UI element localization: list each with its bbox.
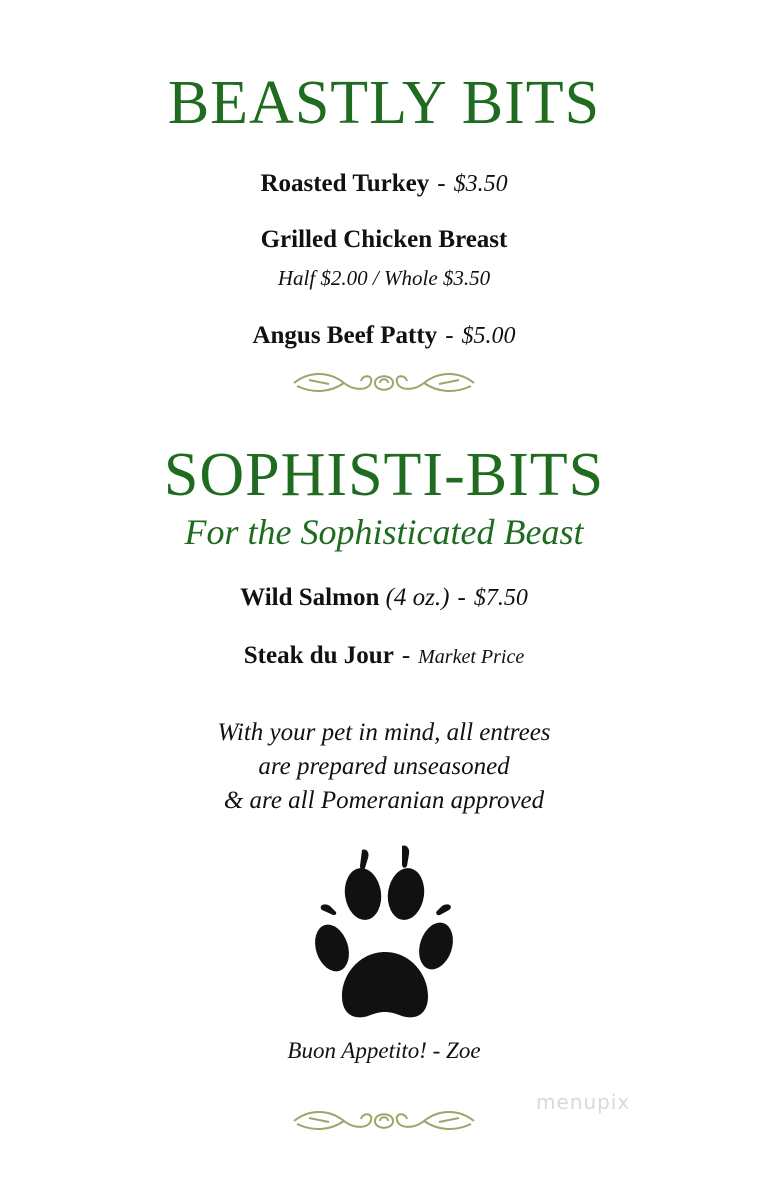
item-size: (4 oz.): [385, 584, 450, 611]
menu-item-roasted-turkey: [0, 168, 768, 200]
item-separator: -: [457, 584, 466, 611]
item-name: Steak du Jour: [243, 642, 394, 669]
paw-print-icon: [310, 844, 460, 1024]
sophisti-bits-subtitle: For the Sophisticated Beast: [184, 512, 584, 552]
item-name: Wild Salmon: [240, 584, 380, 611]
note-line: With your pet in mind, all entrees: [217, 719, 551, 746]
menu-item-angus-beef: [0, 320, 768, 352]
note-line: are prepared unseasoned: [258, 753, 510, 780]
item-name: Roasted Turkey: [260, 170, 430, 197]
watermark: menupix: [536, 1090, 631, 1114]
flourish-icon: [0, 1106, 768, 1136]
menu-item-grilled-chicken: [0, 224, 768, 256]
item-price: Market Price: [418, 646, 525, 668]
item-price: $7.50: [473, 585, 528, 611]
pet-note: [0, 716, 768, 818]
sophisti-bits-title: SOPHISTI-BITS: [163, 441, 605, 509]
beastly-bits-title: BEASTLY BITS: [167, 69, 601, 137]
item-price: $5.00: [461, 323, 516, 349]
menu-item-steak-du-jour: [0, 640, 768, 673]
item-name: Grilled Chicken Breast: [260, 226, 508, 253]
item-separator: -: [445, 322, 454, 349]
item-price: $3.50: [453, 171, 508, 197]
signature: Buon Appetito! - Zoe: [287, 1038, 481, 1063]
item-name: Angus Beef Patty: [252, 322, 438, 349]
item-separator: -: [401, 642, 411, 669]
flourish-icon: [0, 368, 768, 398]
note-line: & are all Pomeranian approved: [223, 787, 545, 814]
item-detail: Half $2.00 / Whole $3.50: [277, 266, 491, 290]
menu-item-wild-salmon: [0, 582, 768, 614]
item-separator: -: [437, 170, 446, 197]
